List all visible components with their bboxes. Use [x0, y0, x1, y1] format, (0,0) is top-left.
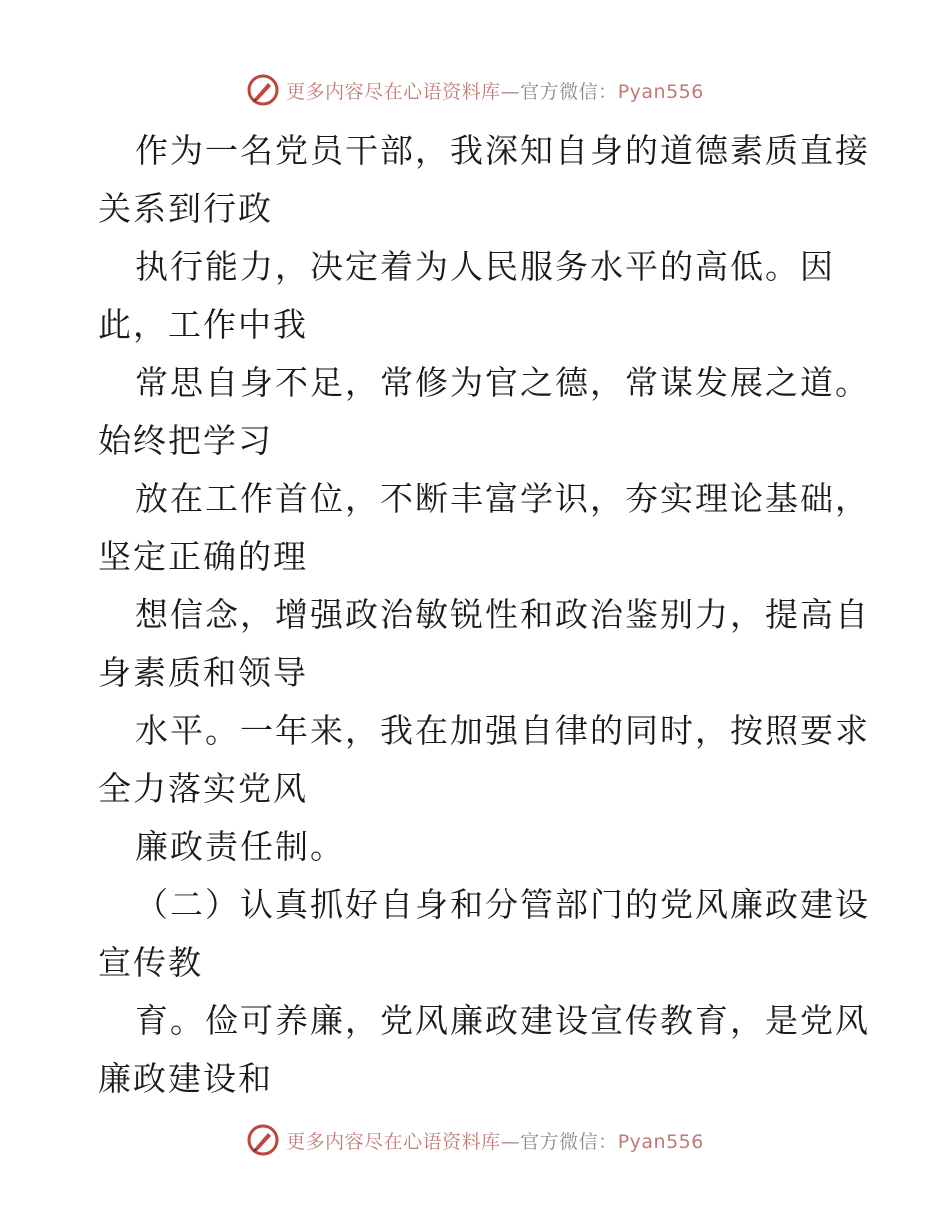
paragraph-line: 身素质和领导 — [98, 653, 308, 692]
footer-label: 官方微信： — [520, 1130, 618, 1153]
header-label: 官方微信： — [520, 80, 618, 103]
paragraph-line: （二）认真抓好自身和分管部门的党风廉政建设 — [135, 885, 870, 924]
paragraph-line: 廉政责任制。 — [135, 827, 345, 866]
paragraph-line: 执行能力，决定着为人民服务水平的高低。因 — [135, 247, 835, 286]
footer-text — [286, 1127, 704, 1154]
paragraph-line: 关系到行政 — [98, 189, 273, 228]
header-text — [286, 77, 704, 104]
footer-separator: — — [500, 1130, 521, 1153]
header-wechat-id: Pyan556 — [617, 80, 704, 103]
paragraph-line: 此，工作中我 — [98, 305, 308, 344]
paragraph-line: 育。俭可养廉，党风廉政建设宣传教育，是党风 — [135, 1001, 870, 1040]
header-banner — [0, 70, 950, 110]
paragraph-line: 作为一名党员干部，我深知自身的道德素质直接 — [135, 131, 870, 170]
header-separator: — — [500, 80, 521, 103]
header-brand: 更多内容尽在心语资料库 — [286, 80, 501, 103]
paragraph-line: 水平。一年来，我在加强自律的同时，按照要求 — [135, 711, 870, 750]
paragraph-line: 坚定正确的理 — [98, 537, 308, 576]
footer-brand: 更多内容尽在心语资料库 — [286, 1130, 501, 1153]
paragraph-line: 始终把学习 — [98, 421, 273, 460]
paragraph-line: 想信念，增强政治敏锐性和政治鉴别力，提高自 — [135, 595, 870, 634]
paragraph-line: 放在工作首位，不断丰富学识，夯实理论基础， — [135, 479, 870, 518]
pen-logo-icon — [246, 1123, 280, 1157]
body-text — [98, 122, 870, 1108]
footer-wechat-id: Pyan556 — [617, 1130, 704, 1153]
pen-logo-icon — [246, 73, 280, 107]
paragraph-line: 宣传教 — [98, 943, 203, 982]
paragraph-line: 廉政建设和 — [98, 1059, 273, 1098]
paragraph-line: 全力落实党风 — [98, 769, 308, 808]
footer-banner — [0, 1120, 950, 1160]
paragraph-line: 常思自身不足，常修为官之德，常谋发展之道。 — [135, 363, 870, 402]
